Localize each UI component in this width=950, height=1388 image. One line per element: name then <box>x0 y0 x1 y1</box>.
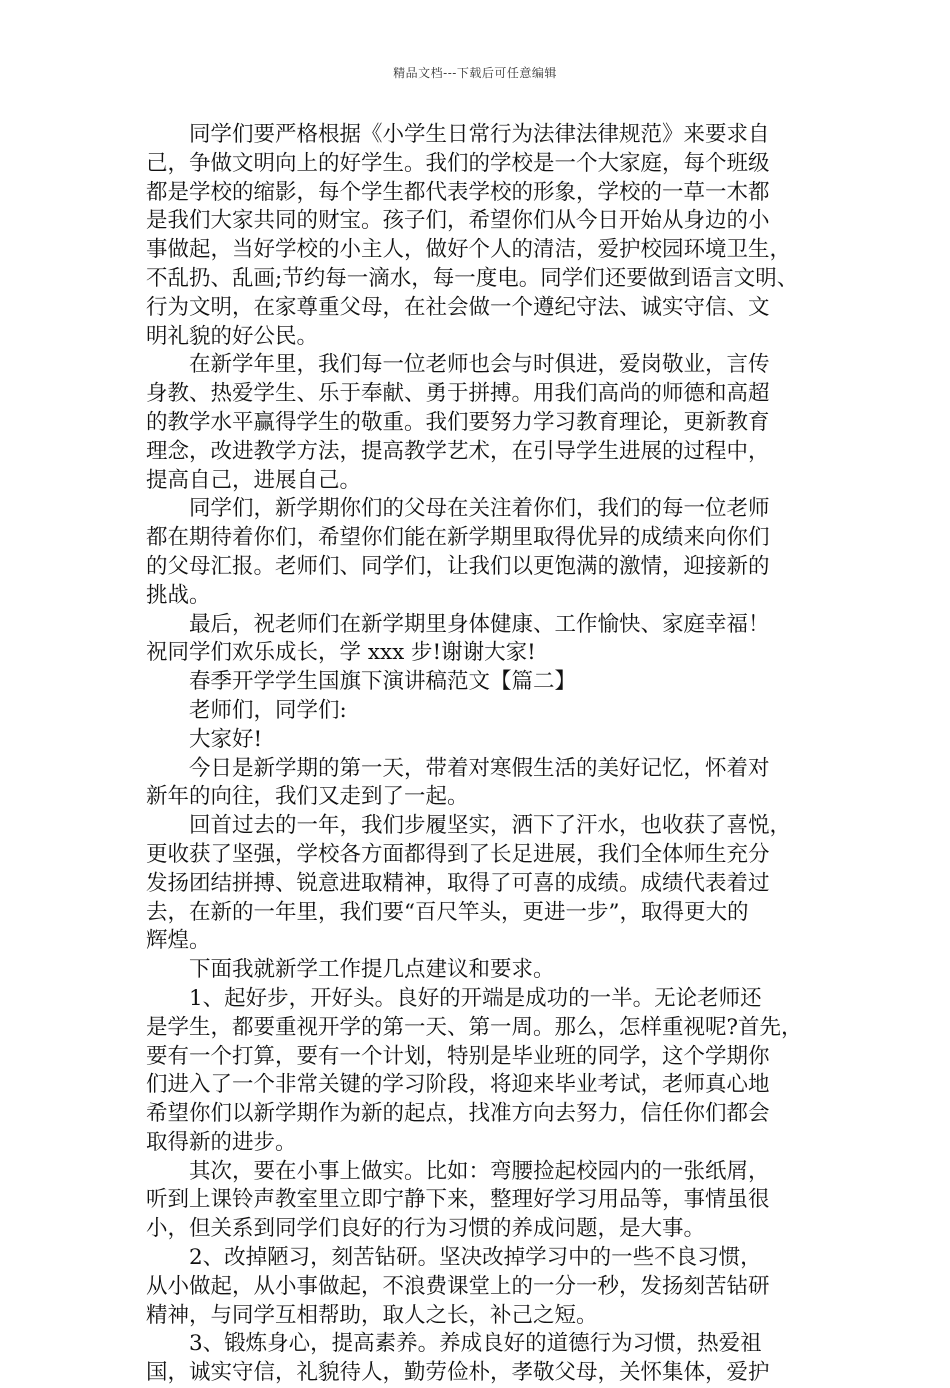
text-line: 国，诚实守信，礼貌待人，勤劳俭朴，孝敬父母，关怀集体，爱护 <box>146 1360 770 1386</box>
text-line: 的父母汇报。老师们、同学们，让我们以更饱满的激情，迎接新的 <box>146 553 770 579</box>
text-line: 春季开学学生国旗下演讲稿范文【篇二】 <box>146 669 577 695</box>
text-line: 的教学水平赢得学生的敬重。我们要努力学习教育理论，更新教育 <box>146 409 770 435</box>
document-body <box>146 121 826 1388</box>
text-line: 精神，与同学互相帮助，取人之长，补己之短。 <box>146 1302 598 1328</box>
text-line: 发扬团结拼搏、锐意进取精神，取得了可喜的成绩。成绩代表着过 <box>146 870 770 896</box>
text-line: 不乱扔、乱画;节约每一滴水，每一度电。同学们还要做到语言文明、 <box>146 265 799 291</box>
text-line: 明礼貌的好公民。 <box>146 323 319 349</box>
text-line: 都是学校的缩影，每个学生都代表学校的形象，学校的一草一木都 <box>146 179 770 205</box>
text-line: 都在期待着你们，希望你们能在新学期里取得优异的成绩来向你们 <box>146 525 770 551</box>
text-line: 其次，要在小事上做实。比如：弯腰捡起校园内的一张纸屑， <box>146 1158 770 1184</box>
text-line: 们进入了一个非常关键的学习阶段，将迎来毕业考试，老师真心地 <box>146 1072 770 1098</box>
text-line: 同学们要严格根据《小学生日常行为法律法律规范》来要求自 <box>146 122 770 147</box>
text-line: 更收获了坚强，学校各方面都得到了长足进展，我们全体师生充分 <box>146 841 770 867</box>
text-line: 取得新的进步。 <box>146 1129 297 1155</box>
text-line: 3、锻炼身心，提高素养。养成良好的道德行为习惯，热爱祖 <box>146 1331 762 1357</box>
text-line: 新年的向往，我们又走到了一起。 <box>146 784 469 810</box>
text-line: 老师们，同学们: <box>146 697 347 723</box>
text-line: 2、改掉陋习，刻苦钻研。坚决改掉学习中的一些不良习惯， <box>146 1245 762 1271</box>
text-line: 挑战。 <box>146 582 211 608</box>
text-line: 事做起，当好学校的小主人，做好个人的清洁，爱护校园环境卫生， <box>146 237 792 263</box>
text-line: 今日是新学期的第一天，带着对寒假生活的美好记忆，怀着对 <box>146 755 770 781</box>
text-line: 小，但关系到同学们良好的行为习惯的养成问题，是大事。 <box>146 1216 706 1242</box>
text-line: 己，争做文明向上的好学生。我们的学校是一个大家庭，每个班级 <box>146 150 770 176</box>
text-line: 是我们大家共同的财宝。孩子们，希望你们从今日开始从身边的小 <box>146 208 770 234</box>
text-line: 理念，改进教学方法，提高教学艺术，在引导学生进展的过程中， <box>146 438 770 464</box>
text-line: 是学生，都要重视开学的第一天、第一周。那么，怎样重视呢?首先， <box>146 1014 803 1040</box>
text-line: 在新学年里，我们每一位老师也会与时俱进，爱岗敬业，言传 <box>146 352 770 378</box>
text-line: 祝同学们欢乐成长，学 xxx 步!谢谢大家! <box>146 640 536 666</box>
text-line: 身教、热爱学生、乐于奉献、勇于拼搏。用我们高尚的师德和高超 <box>146 381 770 407</box>
text-line: 1、起好步，开好头。良好的开端是成功的一半。无论老师还 <box>146 985 762 1011</box>
text-line: 大家好! <box>146 726 263 752</box>
text-line: 从小做起，从小事做起，不浪费课堂上的一分一秒，发扬刻苦钻研 <box>146 1273 770 1299</box>
text-line: 辉煌。 <box>146 928 211 954</box>
page-header: 精品文档---下载后可任意编辑 <box>393 66 557 80</box>
text-line: 听到上课铃声教室里立即宁静下来，整理好学习用品等，事情虽很 <box>146 1187 770 1213</box>
text-line: 回首过去的一年，我们步履坚实，洒下了汗水，也收获了喜悦， <box>146 813 792 839</box>
text-line: 最后，祝老师们在新学期里身体健康、工作愉快、家庭幸福！ <box>146 611 770 637</box>
text-line: 希望你们以新学期作为新的起点，找准方向去努力，信任你们都会 <box>146 1101 770 1127</box>
text-line: 下面我就新学工作提几点建议和要求。 <box>146 957 555 983</box>
text-line: 提高自己，进展自己。 <box>146 467 362 493</box>
text-line: 同学们，新学期你们的父母在关注着你们，我们的每一位老师 <box>146 496 770 522</box>
text-line: 去，在新的一年里，我们要“百尺竿头，更进一步”，取得更大的 <box>146 899 749 925</box>
text-line: 行为文明，在家尊重父母，在社会做一个遵纪守法、诚实守信、文 <box>146 294 770 320</box>
text-line: 要有一个打算，要有一个计划，特别是毕业班的同学，这个学期你 <box>146 1043 770 1069</box>
